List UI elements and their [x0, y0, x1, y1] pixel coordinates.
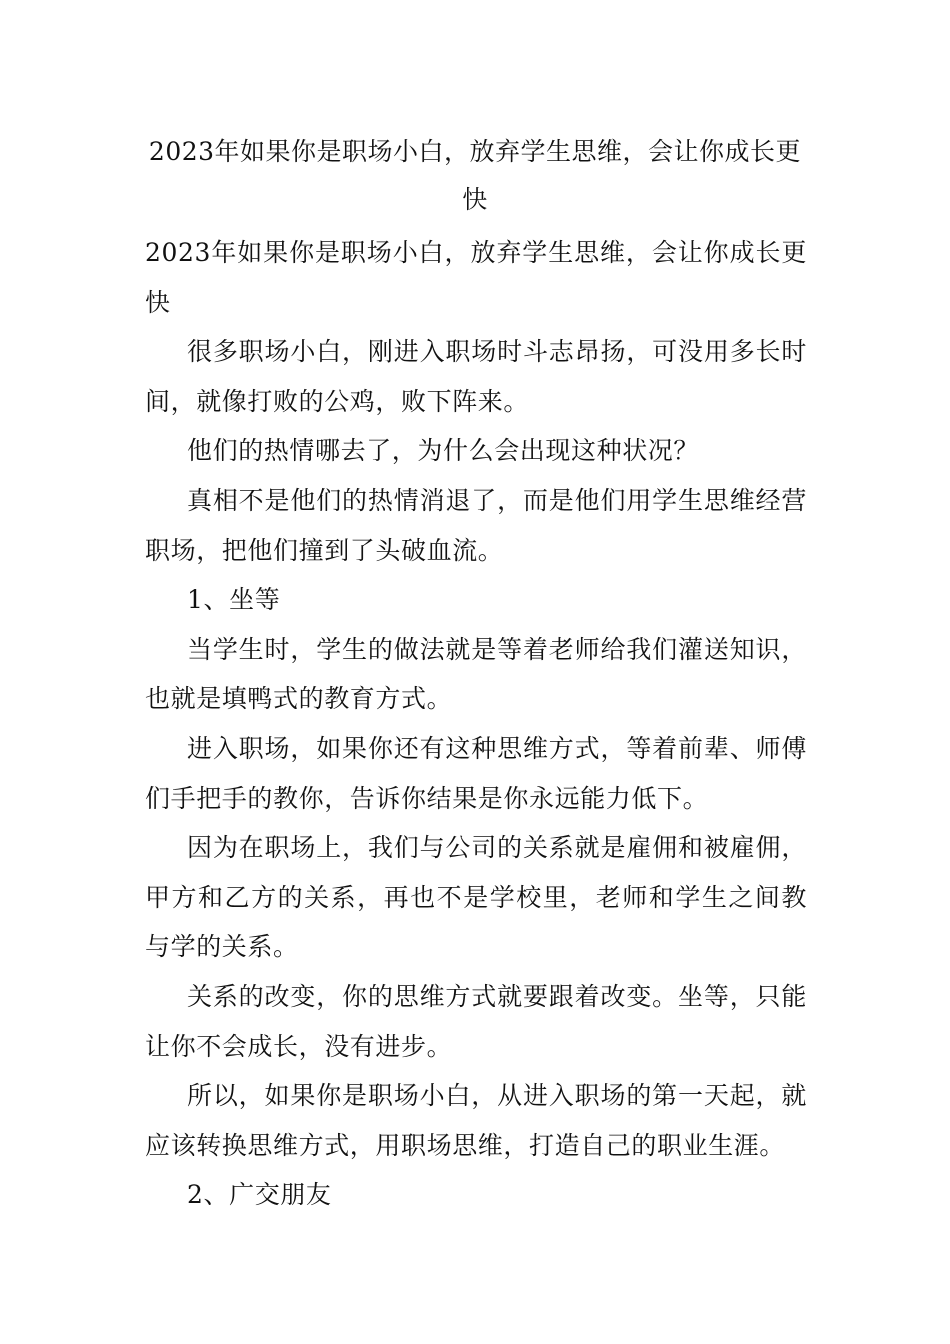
paragraph: 因为在职场上，我们与公司的关系就是雇佣和被雇佣，甲方和乙方的关系，再也不是学校里，老师和学生之间教与学的关系。	[145, 833, 807, 962]
paragraph: 很多职场小白，刚进入职场时斗志昂扬，可没用多长时间，就像打败的公鸡，败下阵来。	[145, 337, 807, 416]
paragraph: 当学生时，学生的做法就是等着老师给我们灌送知识，也就是填鸭式的教育方式。	[145, 634, 807, 714]
paragraph: 进入职场，如果你还有这种思维方式，等着前辈、师傅们手把手的教你，告诉你结果是你永远能力低下。	[145, 733, 807, 813]
document-title: 2023年如果你是职场小白，放弃学生思维，会让你成长更快	[148, 137, 802, 214]
paragraph: 所以，如果你是职场小白，从进入职场的第一天起，就应该转换思维方式，用职场思维，打造自己的职业生涯。	[145, 1081, 807, 1160]
paragraph: 他们的热情哪去了，为什么会出现这种状况？	[187, 436, 700, 466]
paragraph: 真相不是他们的热情消退了，而是他们用学生思维经营职场，把他们撞到了头破血流。	[145, 485, 807, 565]
section-heading: 2、广交朋友	[187, 1180, 332, 1210]
document-body	[145, 228, 807, 1220]
document-subtitle: 2023年如果你是职场小白，放弃学生思维，会让你成长更快	[145, 238, 807, 317]
section-heading: 1、坐等	[187, 585, 281, 615]
paragraph: 关系的改变，你的思维方式就要跟着改变。坐等，只能让你不会成长，没有进步。	[145, 981, 807, 1061]
